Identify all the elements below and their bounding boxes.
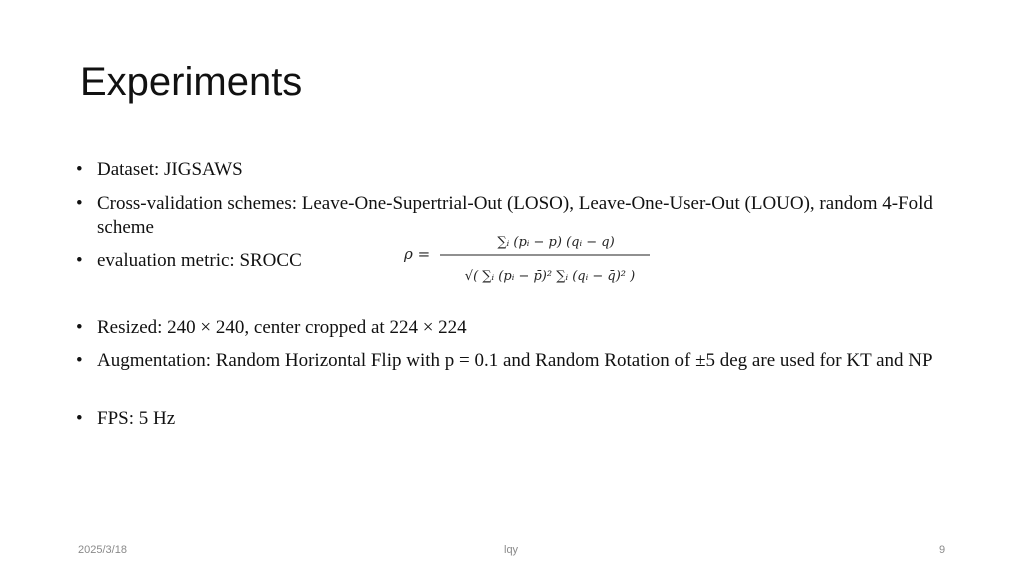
formula-lhs: ρ = <box>404 245 431 263</box>
slide-title: Experiments <box>80 60 303 104</box>
bullet-text: Resized: 240 × 240, center cropped at 224 × 224 <box>97 317 467 338</box>
footer-page-number: 9 <box>939 544 946 556</box>
bullet-dataset <box>76 158 956 182</box>
bullet-text: Cross-validation schemes: Leave-One-Supertrial-Out (LOSO), Leave-One-User-Out (LOUO), random 4-Fold scheme <box>97 193 933 238</box>
bullet-dot: • <box>76 250 83 271</box>
bullet-text: Dataset: JIGSAWS <box>97 159 243 180</box>
bullet-dot: • <box>76 193 83 214</box>
srocc-formula <box>400 228 660 292</box>
footer-author: lqy <box>504 544 519 556</box>
bullet-dot: • <box>76 159 83 180</box>
formula-svg <box>400 228 660 292</box>
formula-denominator: √( ∑ᵢ (pᵢ − p̄)² ∑ᵢ (qᵢ − q̄)² ) <box>464 269 636 284</box>
bullet-dot: • <box>76 317 83 338</box>
bullet-dot: • <box>76 350 83 371</box>
bullet-fps <box>76 407 956 431</box>
bullet-resized <box>76 316 956 340</box>
formula-numerator: ∑ᵢ (pᵢ − p) (qᵢ − q) <box>497 235 615 250</box>
bullet-text: evaluation metric: SROCC <box>97 250 302 271</box>
footer-date: 2025/3/18 <box>78 544 127 556</box>
bullet-text: Augmentation: Random Horizontal Flip with p = 0.1 and Random Rotation of ±5 deg are used for KT and NP <box>97 350 933 371</box>
bullet-text: FPS: 5 Hz <box>97 408 176 429</box>
bullet-dot: • <box>76 408 83 429</box>
bullet-augmentation <box>76 349 956 373</box>
